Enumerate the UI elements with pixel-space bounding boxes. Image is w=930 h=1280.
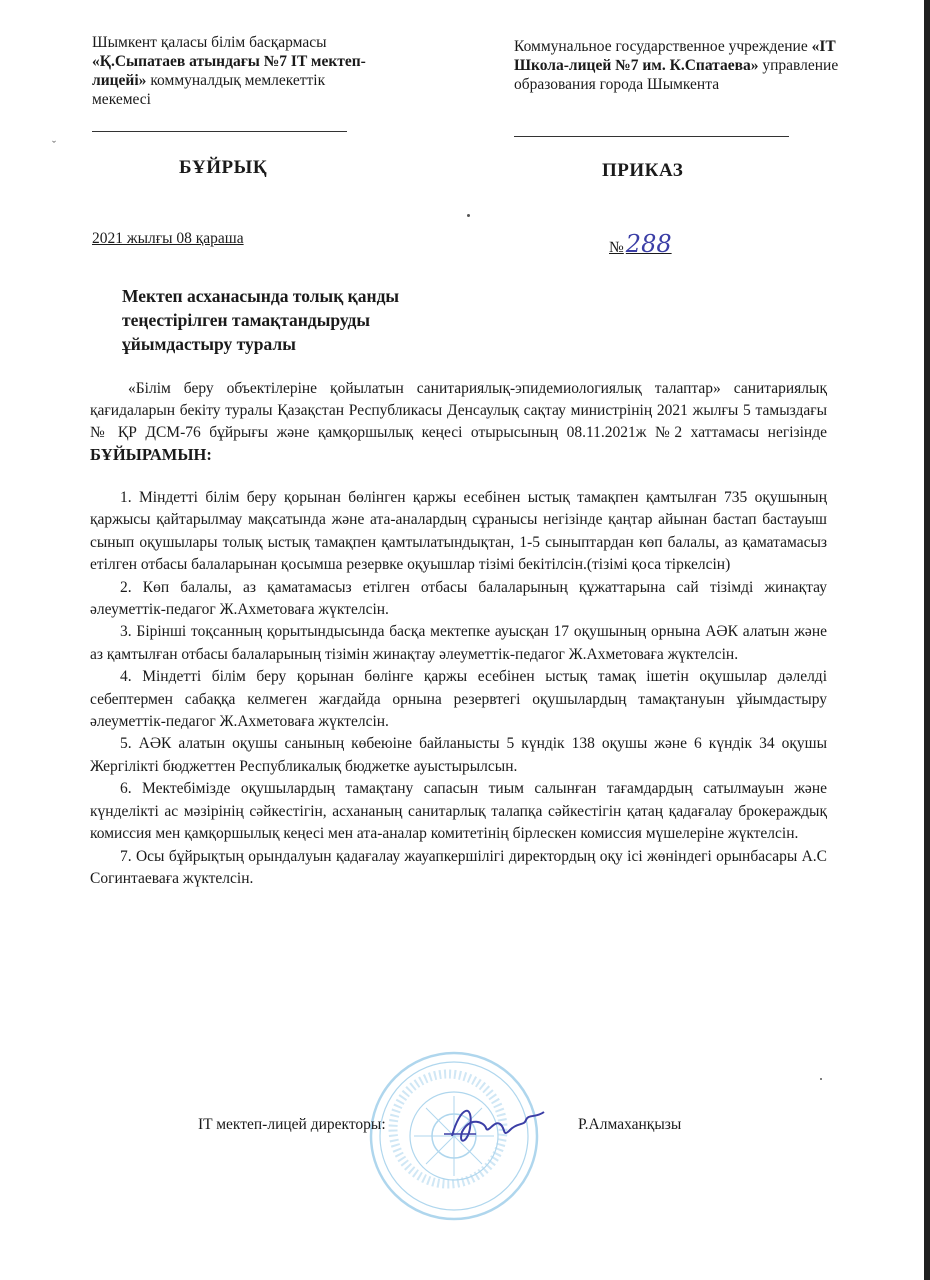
director-signature <box>440 1098 560 1154</box>
order-item: 3. Бірінші тоқсанның қорытындысында басқа мектепке ауысқан 17 оқушының орнына АӘК алатын және аз қамтылған отбасы балаларының тізімін жинақтау әлеуметтік-педагог Ж.Ахметоваға жүктелсін. <box>90 623 827 663</box>
header-ru <box>514 37 864 94</box>
order-item: 4. Міндетті білім беру қорынан бөлінге қаржы есебінен ыстық тамақ ішетін оқушылар дәлелді себептермен сабаққа келмеген жағдайда орнына резервтегі оқушылардың тамақтануын ұйымдастыру әлеуметтік-педагог Ж.Ахметоваға жүктелсін. <box>90 668 827 731</box>
subject-line: ұйымдастыру туралы <box>122 334 296 354</box>
signature-name: Р.Алмаханқызы <box>578 1116 682 1133</box>
header-ru-rule <box>514 136 789 137</box>
order-number-handwritten: 288 <box>625 230 672 258</box>
subject-line: Мектеп асханасында толық қанды <box>122 286 400 306</box>
header-kz-rest: коммуналдық мемлекеттік мекемесі <box>92 72 326 108</box>
order-item: 1. Міндетті білім беру қорынан бөлінген қаржы есебінен ыстық тамақпен қамтылған 735 оқушының қаржысы қайтарылмау мақсатында және ата-аналардың сұранысы негізінде қаңтар айынан бастап бастауыш сынып оқушылары толық ыстық тамақпен қамтылатындықтан, 1-5 сыныптардан көп балалы, аз қаматамасыз етілген отбасы балаларынан қосымша резервке оқуышлар тізімі бекітілсін.(тізімі қоса тіркелсін) <box>90 489 827 574</box>
order-item: 5. АӘК алатын оқушы санының көбеюіне байланысты 5 күндік 138 оқушы және 6 күндік 34 оқушы Жергілікті бюджеттен Республикалық бюджетке ауыстырылсын. <box>90 735 827 775</box>
title-ru: ПРИКАЗ <box>602 160 684 181</box>
header-ru-line1: Коммунальное государственное учреждение <box>514 38 812 55</box>
preamble <box>90 378 827 467</box>
scan-edge <box>924 0 930 1280</box>
preamble-text: «Білім беру объектілеріне қойылатын санитариялық-эпидемиологиялық талаптар» санитариялық қағидаларын бекіту туралы Қазақстан Республикасы Денсаулық сақтау министрінің 2021 жылғы 5 тамыздағы № ҚР ДСМ-76 бұйрығы және қамқоршылық кеңесі отырысының 08.11.2021ж №2 хаттамасы негізінде <box>90 380 827 441</box>
subject-line: теңестірілген тамақтандыруды <box>122 310 371 330</box>
header-kz-rule <box>92 131 347 132</box>
header-kz-line1: Шымкент қаласы білім басқармасы <box>92 34 327 51</box>
signature-position: IT мектеп-лицей директоры: <box>198 1116 386 1133</box>
order-number <box>609 230 672 258</box>
header-kz-school: «Қ.Сыпатаев атындағы №7 IT мектеп-лицейі» <box>92 53 366 89</box>
header-ru-school: «IT Школа-лицей №7 им. К.Спатаева» <box>514 38 836 74</box>
preamble-order-word: БҰЙЫРАМЫН: <box>90 445 212 464</box>
scan-mark: ˇ <box>52 138 56 152</box>
scan-speck <box>467 214 470 217</box>
title-kz: БҰЙРЫҚ <box>179 157 268 178</box>
order-number-prefix: № <box>609 239 624 256</box>
order-subject <box>122 284 502 356</box>
header-ru-rest: управление образования города Шымкента <box>514 57 839 93</box>
order-date: 2021 жылғы 08 қараша <box>92 230 244 247</box>
scan-speck <box>820 1078 822 1080</box>
order-item: 6. Мектебімізде оқушылардың тамақтану сапасын тиым салынған тағамдардың сатылмауын және күнделікті ас мәзірінің сәйкестігін, асхананың санитарлық талапқа сәйкестігін қатаң қадағалау брокераждық комиссия мен қамқоршылық кеңесі мен ата-аналар комитетінің бірлескен комиссия мүшелеріне жүктелсін. <box>90 780 827 843</box>
order-items <box>90 487 827 890</box>
header-kz <box>92 33 382 109</box>
order-item: 2. Көп балалы, аз қаматамасыз етілген отбасы балаларының құжаттарына сай тізімді жинақтау әлеуметтік-педагог Ж.Ахметоваға жүктелсін. <box>90 578 827 619</box>
order-item: 7. Осы бұйрықтың орындалуын қадағалау жауапкершілігі директордың оқу ісі жөніндегі орынбасары А.С Согинтаеваға жүктелсін. <box>90 847 827 887</box>
